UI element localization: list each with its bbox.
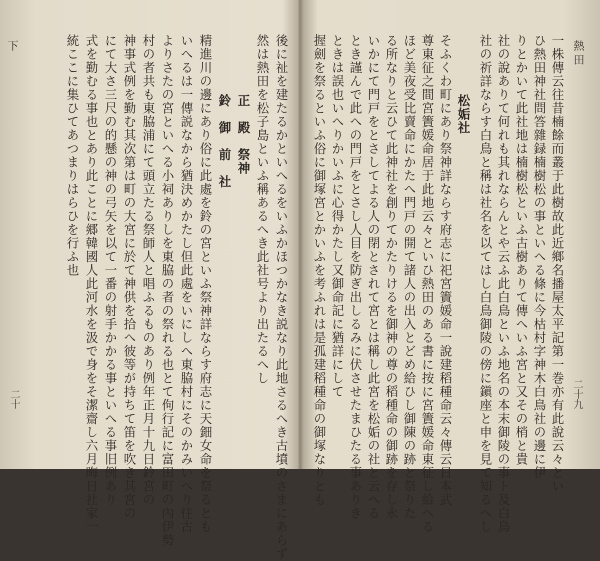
text-column: よりさたの宮といへる小祠ありしを東脇の者の祭れる也とて佝行記に富田町の內伊勢: [160, 34, 175, 547]
text-column: 村の者共も東脇浦にて頭立たる祭師人と唱ふるものあり例年正月十九日鈴宮の: [141, 34, 156, 507]
text-column: とき謹んで此への門戸をとさし人目を防ぎ出しるみに伏させたまひたる事ありき: [348, 34, 363, 520]
text-column: ほど美夜受比賣命にかたへ門戸の開て諸人の出入とどめ給ひし御陳の跡と祭りた: [402, 34, 417, 520]
text-column: 式を勤むる事也とあり此ことに郷韓國人此河水を汲で身をそ潔齋し六月晦日社家一: [84, 34, 99, 534]
text-column: 尊東征之間宮簀媛命居于此地云々といひ熱田のある書に按に宮簀媛命東征し給へる: [420, 34, 435, 534]
left-text-columns: [30, 34, 289, 561]
left-folio: 二十: [8, 389, 19, 409]
text-column: 然は熱田を松子島といふ稱あるへき此社号より出たるへし: [255, 34, 270, 385]
section-heading: 鈴 御 前 社: [217, 94, 232, 189]
right-text-columns: [312, 34, 565, 534]
text-column: にて大さ三尺の的懸の神の弓矢を以て一番の射手かかる事といへる事旧例あり: [103, 34, 118, 507]
text-column: 一株傳云往昔楠餘而叢于此樹故此近鄉名播屋太平記第一巻亦有此說云々とい: [550, 34, 565, 493]
text-column: 精進川の邊にあり俗に此處を鈴の宮といふ祭神詳ならす府志に天鈿女命を祭るとも: [198, 34, 213, 534]
section-heading: 松姤社: [456, 94, 471, 135]
text-column: 社の說ありて何れも其れならんとや云ふ此白鳥といふ地名の本末御陵の事ト及白鳥: [496, 34, 511, 534]
text-column: りとかいて此社地は楠樹松といふ古樹ありて傳へいふ宮と又その梢と貴: [514, 34, 529, 466]
right-folio: 二十九: [571, 379, 582, 409]
text-column: ときは誤也いへりかいふに心得かたし又御命記に猶詳にして: [330, 34, 345, 399]
text-column: 後に祉を建たるかといへるをいふかほつかなき説なり此地さるへき古墳のさまにあらず: [274, 34, 289, 561]
text-column: そふくわ町にあり祭神詳ならす府志に祀宮簀媛命一說建稻種命云々傳云日本武: [438, 34, 453, 507]
right-running-head: 熱田: [572, 40, 585, 68]
left-page: [0, 0, 298, 561]
text-column: いへるは一傳説なから猶決めかたし但此處をいにしへ東脇村にそのかみいへり往古: [179, 34, 194, 534]
text-column: 握劍を祭るといふ俗に御塚宮とかいふを考ふれは是孤建稻種命の御塚なりとも: [312, 34, 327, 507]
text-column: ひ熱田神社問答雜録楠樹松の事といへる條に今枯村字神木白鳥社の邊に伊: [532, 34, 547, 480]
text-column: る所なりと云ひて此神社を創りてかたりけるを御神の尊の稻種命の御跡を存し永: [384, 34, 399, 520]
text-column: 社の祈詳ならす白鳥と稱は社名を以てはし白鳥御陵の傍に鎭座と申を見て知るへし: [478, 34, 493, 534]
text-column: いかにて門戸をとさしてよる人の閉とされて宮とは稱し此宮を松姤の社と云へる: [366, 34, 381, 520]
left-running-head: 下: [6, 40, 19, 54]
section-heading: 正 殿 祭神: [236, 94, 251, 243]
text-column: 統ここに集ひてあつまりはらひを行ふ也: [65, 34, 80, 277]
text-column: 神事式例を勤む其次第は町の大宮に於て神供を拾へ彼等が持ちて笛を吹き其宮の: [122, 34, 137, 520]
right-page: [302, 0, 600, 534]
